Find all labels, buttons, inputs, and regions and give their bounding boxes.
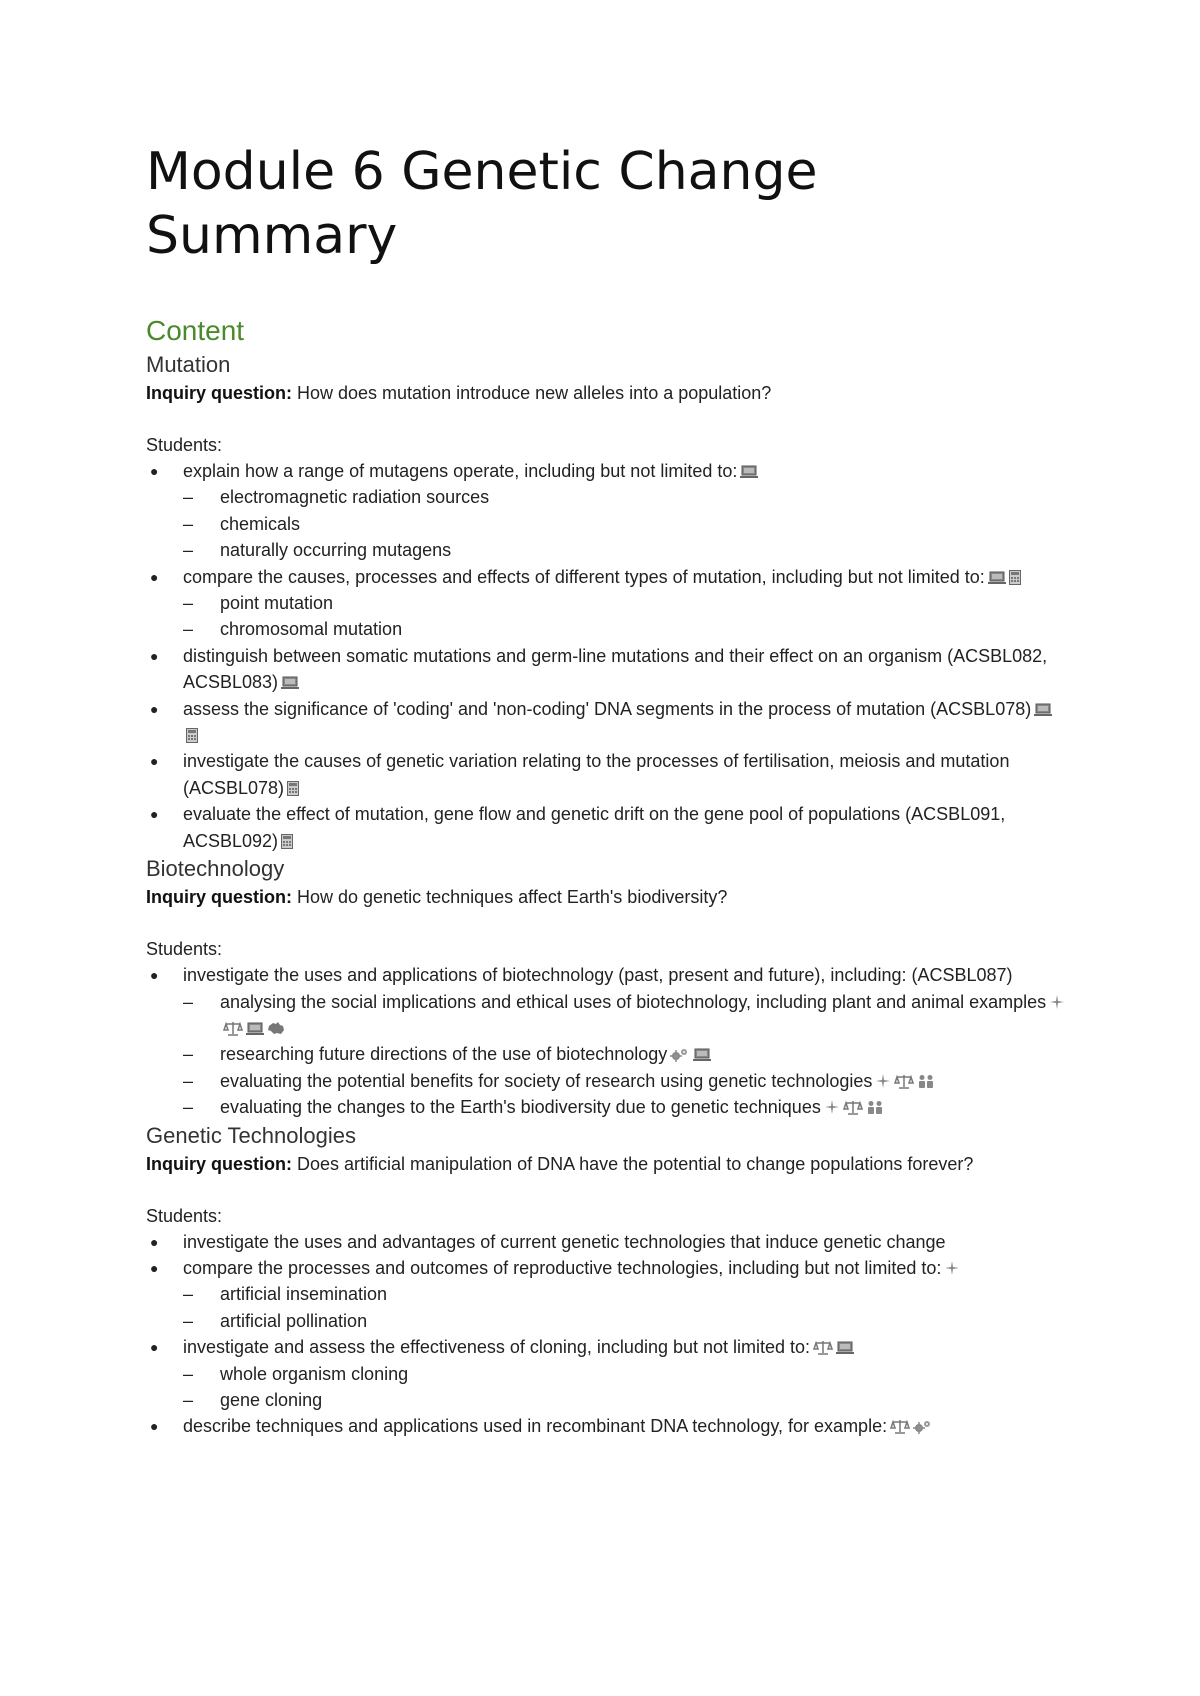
computer-icon xyxy=(988,571,1006,585)
dash-glyph: – xyxy=(183,1363,194,1384)
sparkle-icon xyxy=(875,1073,891,1089)
list-item xyxy=(146,564,1066,643)
people-icon xyxy=(917,1074,935,1089)
list-item xyxy=(146,1255,1066,1334)
dash-glyph: – xyxy=(183,540,194,561)
sparkle-icon xyxy=(1049,994,1065,1010)
scales-icon xyxy=(813,1340,833,1355)
bullet-glyph: ● xyxy=(150,1418,159,1435)
list-item xyxy=(146,1334,1066,1413)
sub-list-item-text: artificial pollination xyxy=(220,1310,368,1331)
bullet-glyph: ● xyxy=(150,700,159,717)
sub-list-item xyxy=(183,537,1066,563)
sub-list xyxy=(183,1281,1066,1334)
dash-glyph: – xyxy=(183,1097,194,1118)
calculator-icon xyxy=(186,728,198,743)
sub-list-item xyxy=(183,1387,1066,1413)
inquiry-label: Inquiry question: xyxy=(146,887,292,908)
list-item-text: describe techniques and applications used in recombinant DNA technology, for example: xyxy=(183,1416,888,1437)
sub-list-item-text: researching future directions of the use of biotechnology xyxy=(220,1044,668,1065)
scales-icon xyxy=(843,1100,863,1115)
list-item xyxy=(146,801,1066,854)
sub-list-item-text: analysing the social implications and ethical uses of biotechnology, including plant and animal examples xyxy=(220,991,1047,1012)
scales-icon xyxy=(890,1419,910,1434)
inquiry-text: Does artificial manipulation of DNA have the potential to change populations forever? xyxy=(292,1153,974,1174)
bullet-glyph: ● xyxy=(150,1233,159,1250)
list-item-text: distinguish between somatic mutations and germ-line mutations and their effect on an organism (ACSBL082, ACSBL083) xyxy=(183,645,1048,693)
list-item-text: compare the causes, processes and effects of different types of mutation, including but not limited to: xyxy=(183,566,985,587)
list-item-text: explain how a range of mutagens operate, including but not limited to: xyxy=(183,461,738,481)
inquiry-question xyxy=(146,380,1066,406)
dash-glyph: – xyxy=(183,1070,194,1091)
dash-glyph: – xyxy=(183,1310,194,1331)
document-title: Module 6 Genetic Change Summary xyxy=(146,142,818,266)
inquiry-label: Inquiry question: xyxy=(146,1153,292,1174)
dash-glyph: – xyxy=(183,593,194,614)
bullet-list xyxy=(146,1229,1066,1440)
document-page xyxy=(146,140,1066,1440)
students-label: Students: xyxy=(146,1205,223,1226)
list-item xyxy=(146,696,1066,749)
sub-list-item xyxy=(183,1281,1066,1307)
sub-list-item xyxy=(183,1068,1066,1094)
list-item xyxy=(146,458,1066,564)
sub-list-item xyxy=(183,511,1066,537)
sub-list-item-text: evaluating the changes to the Earth's biodiversity due to genetic techniques xyxy=(220,1097,821,1118)
list-item xyxy=(146,1413,1066,1439)
inquiry-text: How does mutation introduce new alleles into a population? xyxy=(292,383,772,403)
calculator-icon xyxy=(1009,570,1021,585)
bullet-glyph: ● xyxy=(150,753,159,770)
content-heading: Content xyxy=(146,315,245,346)
dash-glyph: – xyxy=(183,487,194,508)
computer-icon xyxy=(836,1341,854,1355)
dash-glyph: – xyxy=(183,619,194,640)
dash-glyph: – xyxy=(183,1284,194,1305)
bullet-glyph: ● xyxy=(150,568,159,585)
section-heading: Mutation xyxy=(146,352,231,377)
list-item-text: investigate and assess the effectiveness of cloning, including but not limited to: xyxy=(183,1337,811,1358)
gears-icon xyxy=(670,1047,690,1062)
computer-icon xyxy=(1034,703,1052,717)
sparkle-icon xyxy=(944,1260,960,1276)
spacer xyxy=(146,406,1066,432)
list-item xyxy=(146,962,1066,1120)
bullet-glyph: ● xyxy=(150,806,159,823)
sub-list-item xyxy=(183,1041,1066,1067)
bullet-glyph: ● xyxy=(150,967,159,984)
sub-list-item-text: naturally occurring mutagens xyxy=(220,540,452,561)
sub-list xyxy=(183,989,1066,1121)
sub-list-item xyxy=(183,1361,1066,1387)
sub-list-item xyxy=(183,590,1066,616)
section-heading: Genetic Technologies xyxy=(146,1122,356,1148)
calculator-icon xyxy=(287,781,299,796)
list-item-text: assess the significance of 'coding' and 'non-coding' DNA segments in the process of mutation (ACSBL078) xyxy=(183,698,1032,719)
sub-list-item-text: chromosomal mutation xyxy=(220,619,403,640)
list-item xyxy=(146,643,1066,696)
bullet-glyph: ● xyxy=(150,1339,159,1356)
computer-icon xyxy=(740,465,758,479)
bullet-glyph: ● xyxy=(150,463,159,479)
scales-icon xyxy=(894,1074,914,1089)
spacer xyxy=(146,910,1066,936)
computer-icon xyxy=(693,1048,711,1062)
sub-list-item-text: electromagnetic radiation sources xyxy=(220,487,490,508)
sub-list-item xyxy=(183,616,1066,642)
list-item xyxy=(146,748,1066,801)
inquiry-text: How do genetic techniques affect Earth's biodiversity? xyxy=(292,887,728,908)
computer-icon xyxy=(246,1022,264,1036)
sections-container xyxy=(146,350,1066,1440)
calculator-icon xyxy=(281,834,293,849)
sub-list xyxy=(183,1361,1066,1414)
gears-icon xyxy=(913,1419,933,1434)
sub-list xyxy=(183,590,1066,643)
computer-icon xyxy=(281,676,299,690)
spacer xyxy=(146,1177,1066,1203)
sub-list-item-text: gene cloning xyxy=(220,1389,323,1410)
sub-list-item-text: artificial insemination xyxy=(220,1284,388,1305)
list-item-text: investigate the uses and applications of biotechnology (past, present and future), including: (ACSBL087) xyxy=(183,965,1013,986)
section-heading: Biotechnology xyxy=(146,856,285,882)
list-item-text: investigate the causes of genetic variation relating to the processes of fertilisation, meiosis and mutation (ACSBL078) xyxy=(183,751,1010,798)
sub-list-item xyxy=(183,1094,1066,1120)
students-label: Students: xyxy=(146,939,223,960)
list-item-text: compare the processes and outcomes of reproductive technologies, including but not limited to: xyxy=(183,1257,942,1278)
sub-list-item xyxy=(183,1308,1066,1334)
sub-list-item xyxy=(183,484,1066,510)
people-icon xyxy=(866,1100,884,1115)
inquiry-question xyxy=(146,1151,1066,1177)
sub-list-item xyxy=(183,989,1066,1042)
bullet-list xyxy=(146,458,1066,854)
sub-list-item-text: whole organism cloning xyxy=(220,1363,409,1384)
sub-list xyxy=(183,484,1066,563)
students-label: Students: xyxy=(146,435,223,455)
bullet-glyph: ● xyxy=(150,647,159,664)
sparkle-icon xyxy=(824,1099,840,1115)
list-item xyxy=(146,1229,1066,1255)
bullet-list xyxy=(146,962,1066,1120)
inquiry-question xyxy=(146,884,1066,910)
sub-list-item-text: evaluating the potential benefits for society of research using genetic technologies xyxy=(220,1070,873,1091)
dash-glyph: – xyxy=(183,1044,194,1065)
scales-icon xyxy=(223,1021,243,1036)
list-item-text: investigate the uses and advantages of current genetic technologies that induce genetic change xyxy=(183,1231,946,1252)
sub-list-item-text: chemicals xyxy=(220,513,301,534)
list-item-text: evaluate the effect of mutation, gene flow and genetic drift on the gene pool of populations (ACSBL091, ACSBL092) xyxy=(183,804,1006,851)
bullet-glyph: ● xyxy=(150,1259,159,1276)
australia-icon xyxy=(267,1021,285,1036)
dash-glyph: – xyxy=(183,991,194,1012)
dash-glyph: – xyxy=(183,1389,194,1410)
sub-list-item-text: point mutation xyxy=(220,593,334,614)
dash-glyph: – xyxy=(183,513,194,534)
inquiry-label: Inquiry question: xyxy=(146,383,292,403)
